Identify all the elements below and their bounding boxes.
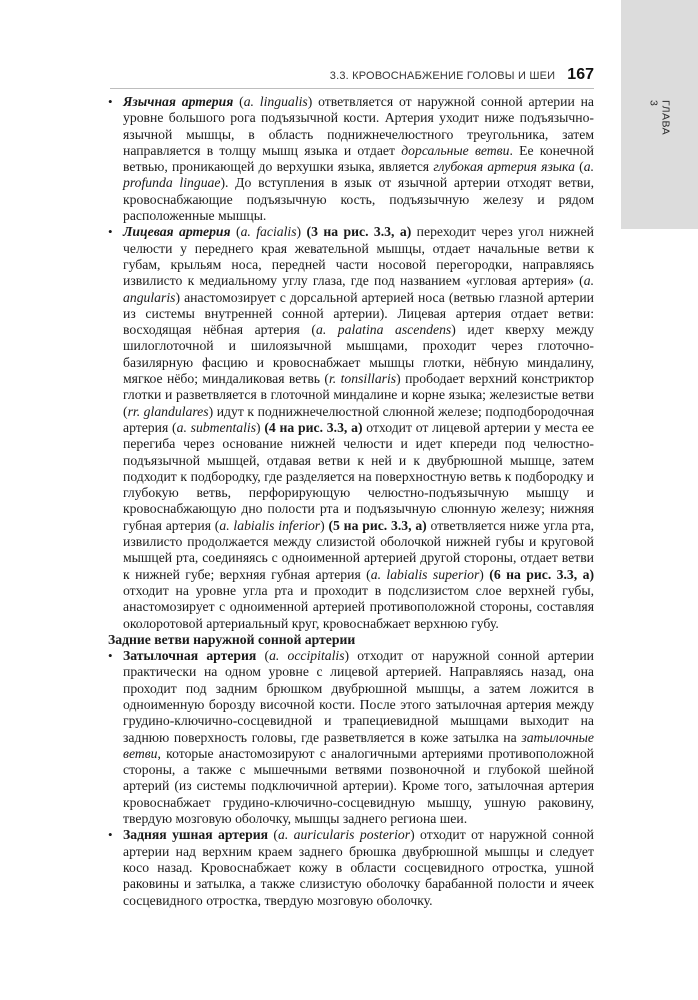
list-item-occipital-artery: • Затылочная артерия (a. occipitalis) отходит от наружной сонной артерии практически на одном уровне с лицевой артерией. Направляясь назад, она проходит под задним брюшком двубрюшной мышцы, а затем ложится в одноименную борозду височной кости. После этого затылочная артерия между грудино-ключично-сосцевидной и трапециевидной мышцами выходит на заднюю поверхность головы, где разветвляется в коже затылка на затылочные ветви, которые анастомозируют с аналогичными артериями противоположной стороны, а также с мышечными ветвями позвоночной и глубокой шейной артерий (из системы подключичной артерии). Кроме того, затылочная артерия кровоснабжает грудино-ключично-сосцевидную мышцу, ушную раковину, твердую мозговую оболочку, мышцы заднего региона шеи. xyxy=(108,648,595,827)
list-item-posterior-auricular-artery: • Задняя ушная артерия (a. auricularis posterior) отходит от наружной сонной артерии над верхним краем заднего брюшка двубрюшной мышцы и следует косо назад. Кровоснабжает кожу в области сосцевидного отростка, ушной раковины и затылка, а также слизистую оболочку барабанной полости и ячеек сосцевидного отростка, твердую мозговую оболочку. xyxy=(108,827,595,908)
term-occipital-artery: Затылочная артерия xyxy=(123,648,257,664)
figure-ref: (5 на рис. 3.3, а) xyxy=(328,517,427,533)
bullet-icon: • xyxy=(108,827,113,843)
bullet-icon: • xyxy=(108,94,113,109)
running-header xyxy=(110,66,594,89)
term-facial-artery: Лицевая артерия xyxy=(123,224,231,240)
page-number: 167 xyxy=(567,66,594,83)
posterior-branches-list xyxy=(108,648,594,909)
bullet-icon: • xyxy=(108,224,113,240)
anterior-branches-list xyxy=(108,94,594,632)
figure-ref: (4 на рис. 3.3, а) xyxy=(264,419,363,435)
term-posterior-auricular-artery: Задняя ушная артерия xyxy=(123,827,269,843)
term-lingual-artery: Язычная артерия xyxy=(123,94,234,109)
page-body xyxy=(108,94,594,909)
list-item-lingual-artery: • Язычная артерия (a. lingualis) ответвляется от наружной сонной артерии на уровне большого рога подъязычной кости. Артерия уходит ниже подъязычно-язычной мышцы, в область поднижнечелюстного треугольника, затем направляется в толщу мышц языка и отдает дорсальные ветви. Ее конечной ветвью, проникающей до верхушки языка, является глубокая артерия языка (a. profunda linguae). До вступления в язык от язычной артерии отходят ветви, кровоснабжающие подъязычную кость, подъязычную железу и рядом расположенные мышцы. xyxy=(108,94,595,224)
chapter-tab-label: ГЛАВА 3 xyxy=(647,100,672,136)
list-item-facial-artery: • Лицевая артерия (a. facialis) (3 на рис. 3.3, а) переходит через угол нижней челюсти у переднего края жевательной мышцы, отдает начальные ветви к губам, крыльям носа, передней части носовой перегородки, направляясь извилисто к медиальному углу глаза, где под названием «угловая артерия» (a. angularis) анастомозирует с дорсальной артерией носа (ветвью глазной артерии из системы внутренней сонной артерии). Лицевая артерия отдает ветви: восходящая нёбная артерия (a. palatina ascendens) идет кверху между шилоглоточной и шилоязычной мышцами, проходит через глоточно-базилярную фасцию и кровоснабжает мышцы глотки, нёбную миндалину, мягкое нёбо; миндаликовая ветвь (r. tonsillaris) прободает верхний констриктор глотки и разветвляется в глоточной миндалине и корне языка; железистые ветви (rr. glandulares) идут к поднижнечелюстной слюнной железе; подподбородочная артерия (a. submentalis) (4 на рис. 3.3, а) отходит от лицевой артерии у места ее перегиба через основание нижней челюсти и идет кпереди под челюстно-подъязычной мышцей, отдавая ветви к ней и к двубрюшной мышце, затем подходит к подбородку, где разделяется на поверхностную ветвь к подбородку и глубокую ветвь, перфорирующую челюстно-подъязычную мышцу и кровоснабжающую дно полости рта и подъязычную слюнную железу; нижняя губная артерия (a. labialis inferior) (5 на рис. 3.3, а) ответвляется ниже угла рта, извилисто продолжается между слизистой оболочкой нижней губы и круговой мышцей рта, соединяясь с одноименной артерией другой стороны, отдает ветви к нижней губе; верхняя губная артерия (a. labialis superior) (6 на рис. 3.3, а) отходит на уровне угла рта и проходит в подслизистом слое верхней губы, анастомозирует с одноименной артерией противоположной стороны, составляя околоротовой артериальный круг, кровоснабжает верхнюю губу. xyxy=(108,224,595,631)
running-title: 3.3. КРОВОСНАБЖЕНИЕ ГОЛОВЫ И ШЕИ xyxy=(329,70,556,82)
figure-ref: (3 на рис. 3.3, а) xyxy=(306,224,412,240)
figure-ref: (6 на рис. 3.3, а) xyxy=(489,566,595,582)
bullet-icon: • xyxy=(108,648,113,664)
section-heading: Задние ветви наружной сонной артерии xyxy=(108,631,356,647)
